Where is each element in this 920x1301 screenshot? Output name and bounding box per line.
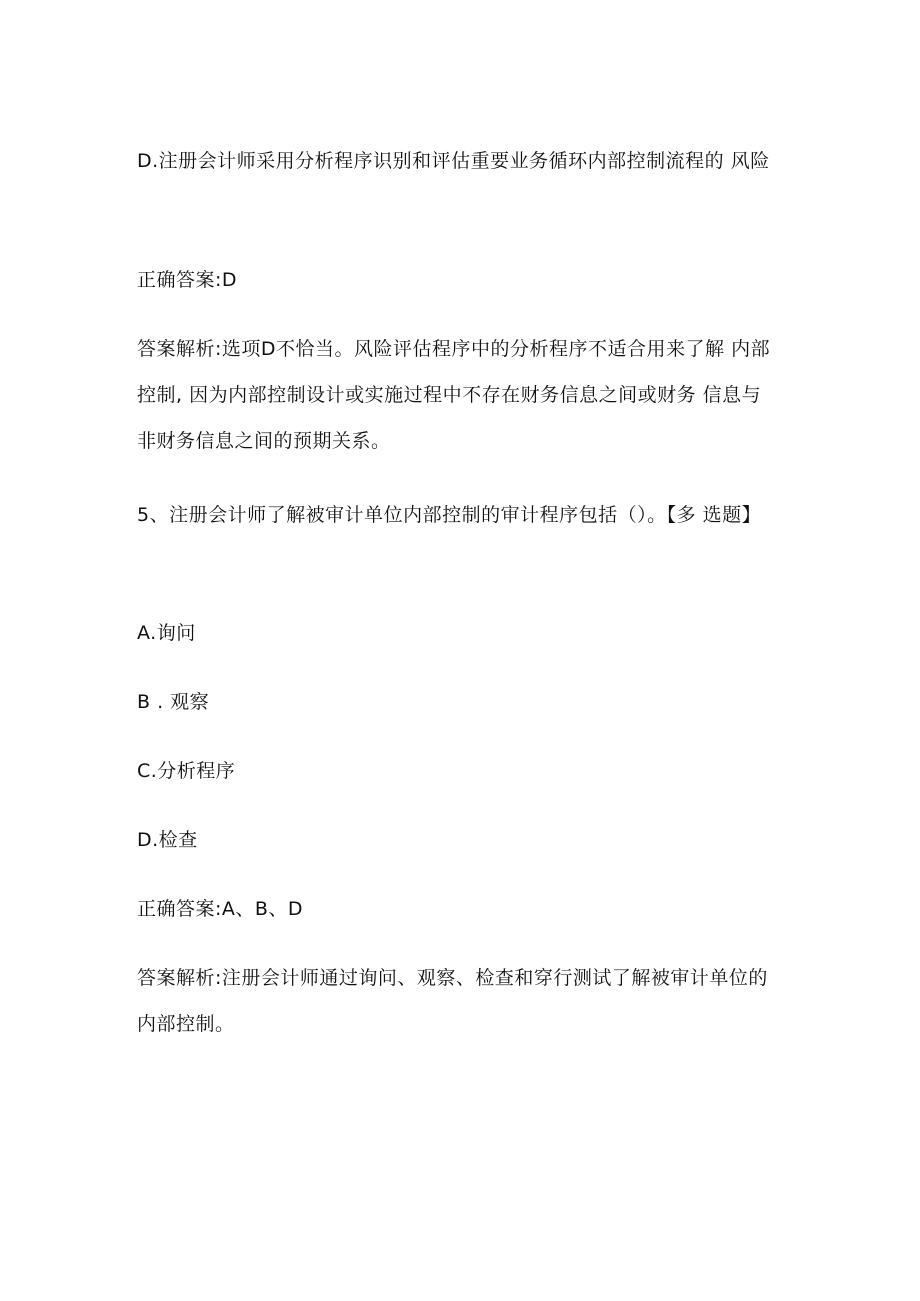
- q5-question: 5、注册会计师了解被审计单位内部控制的审计程序包括（）。【多 选题】: [137, 504, 762, 526]
- q5-option-b: B . 观察: [137, 691, 210, 713]
- q4-correct-answer: 正确答案:D: [137, 269, 238, 291]
- q5-explanation: 答案解析:注册会计师通过询问、观察、检查和穿行测试了解被审计单位的内部控制。: [137, 967, 768, 1035]
- q5-correct-answer: 正确答案:A、B、D: [137, 898, 304, 920]
- q5-option-a: A.询问: [137, 622, 196, 644]
- q4-explanation: 答案解析:选项D不恰当。风险评估程序中的分析程序不适合用来了解 内部控制, 因为内部控制设计或实施过程中不存在财务信息之间或财务 信息与非财务信息之间的预期关系。: [137, 338, 771, 452]
- q5-option-c: C.分析程序: [137, 760, 236, 782]
- q5-option-d: D.检查: [137, 829, 198, 851]
- q4-option-d: D.注册会计师采用分析程序识别和评估重要业务循环内部控制流程的 风险: [137, 150, 770, 172]
